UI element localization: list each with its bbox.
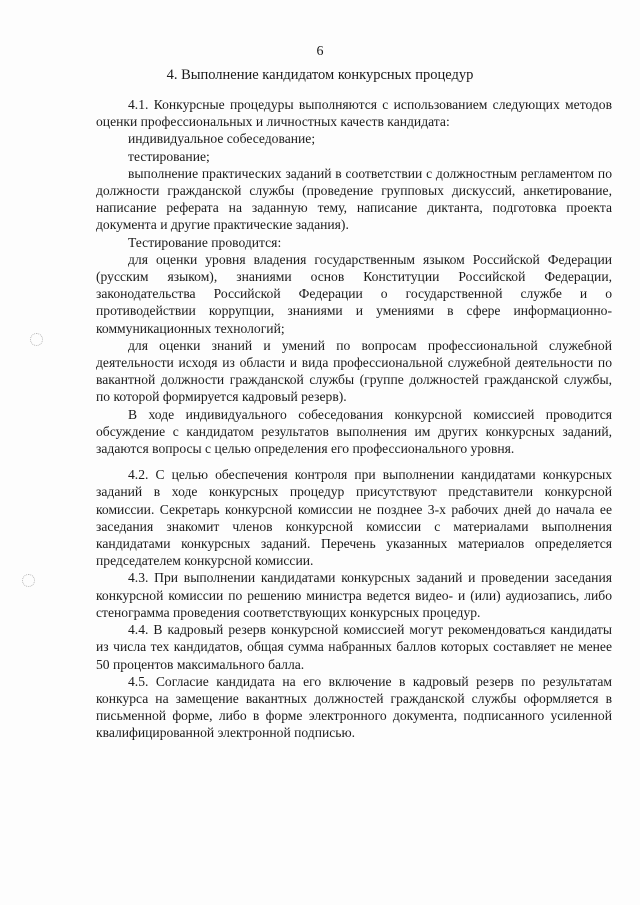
punch-hole-mark — [22, 574, 35, 587]
list-item-practical-tasks: выполнение практических заданий в соответствии с должностным регламентом по должности гражданской службы (проведение групповых дискуссий, анкетирование, написание реферата на заданную тему, написание диктанта, подготовка проекта документа и другие практические задания). — [96, 165, 612, 233]
body-text — [96, 96, 612, 742]
punch-hole-mark — [30, 333, 43, 346]
paragraph-4-1: 4.1. Конкурсные процедуры выполняются с использованием следующих методов оценки профессиональных и личностных качеств кандидата: — [96, 97, 612, 130]
list-item-interview: индивидуальное собеседование; — [128, 131, 316, 147]
list-item-testing: тестирование; — [128, 148, 210, 164]
paragraph-interview: В ходе индивидуального собеседования конкурсной комиссией проводится обсуждение с кандидатом результатов выполнения им других конкурсных заданий, задаются вопросы с целью определения его профессионального уровня. — [96, 406, 612, 457]
page-number: 6 — [316, 44, 324, 59]
paragraph-4-2: 4.2. С целью обеспечения контроля при выполнении кандидатами конкурсных заданий в ходе конкурсных процедур присутствуют представители конкурсной комиссии. Секретарь конкурсной комиссии не позднее 3-х рабочих дней до начала ее заседания знакомит членов конкурсной комиссии с материалами выполнения кандидатами конкурсных заданий. Перечень указанных материалов определяется председателем конкурсной комиссии. — [96, 467, 612, 569]
list-item-testing-professional: для оценки знаний и умений по вопросам профессиональной служебной деятельности исходя из области и вида профессиональной служебной деятельности по вакантной должности гражданской службы (группе должностей гражданской службы, по которой формируется кадровый резерв). — [96, 337, 612, 405]
section-title: 4. Выполнение кандидатом конкурсных процедур — [166, 67, 474, 83]
paragraph-4-4: 4.4. В кадровый резерв конкурсной комиссией могут рекомендоваться кандидаты из числа тех кандидатов, общая сумма набранных баллов которых составляет не менее 50 процентов максимального балла. — [96, 622, 612, 672]
paragraph-4-5: 4.5. Согласие кандидата на его включение в кадровый резерв по результатам конкурса на замещение вакантных должностей гражданской службы оформляется в письменной форме, либо в форме электронного документа, подписанного усиленной квалифицированной электронной подписью. — [96, 673, 612, 741]
paragraph-4-3: 4.3. При выполнении кандидатами конкурсных заданий и проведении заседания конкурсной комиссии по решению министра ведется видео- и (или) аудиозапись, либо стенограмма проведения соответствующих конкурсных процедур. — [96, 570, 612, 620]
paragraph-testing-intro: Тестирование проводится: — [128, 234, 282, 250]
list-item-testing-language: для оценки уровня владения государственным языком Российской Федерации (русским языком), знаниями основ Конституции Российской Федерации, законодательства Российской Федерации о государственной службе и о противодействии коррупции, знаниями и умениями в сфере информационно-коммуникационных технологий; — [96, 251, 612, 336]
